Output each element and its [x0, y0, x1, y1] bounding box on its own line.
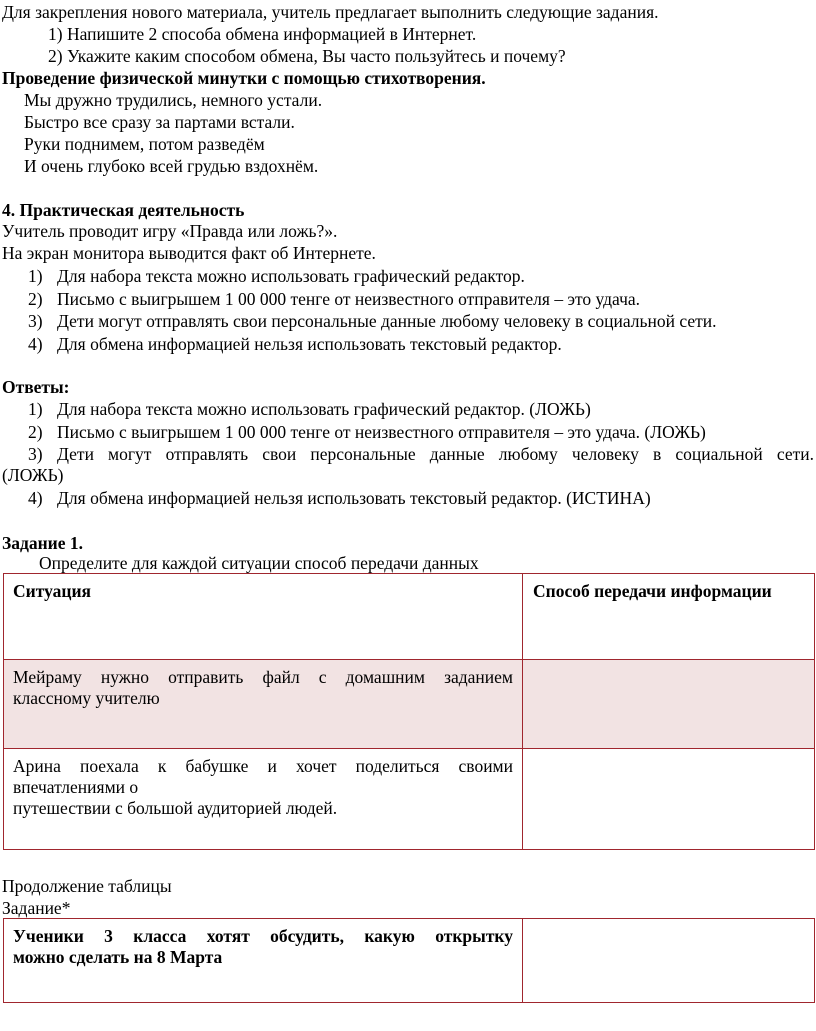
header-situation-cell	[4, 574, 523, 660]
answer-cont-3: (ЛОЖЬ)	[2, 465, 64, 485]
situation-cell-2	[4, 749, 523, 850]
situation-table	[3, 573, 815, 850]
continuation-line-2: можно сделать на 8 Марта	[13, 947, 223, 967]
continuation-task-label: Задание*	[2, 898, 71, 918]
continuation-method-cell[interactable]	[523, 919, 815, 1003]
fact-num-3: 3)	[28, 311, 43, 331]
intro-line: Для закрепления нового материала, учитель предлагает выполнить следующие задания.	[2, 2, 659, 22]
answer-text-4: Для обмена информацией нельзя использовать текстовый редактор. (ИСТИНА)	[57, 488, 651, 508]
task1-subtitle: Определите для каждой ситуации способ передачи данных	[39, 553, 479, 573]
fact-num-2: 2)	[28, 289, 43, 309]
situation-1-line-1: Мейраму нужно отправить файл с домашним заданием	[13, 667, 513, 687]
situation-2-line-1: Арина поехала к бабушке и хочет поделиться своими	[13, 756, 513, 776]
answer-text-3: Дети могут отправлять свои персональные данные любому человеку в социальной сети.	[57, 444, 814, 464]
answer-text-1: Для набора текста можно использовать графический редактор. (ЛОЖЬ)	[57, 399, 591, 419]
practice-line-2: На экран монитора выводится факт об Интернете.	[2, 243, 376, 263]
table-row	[4, 749, 815, 850]
situation-cell-1	[4, 660, 523, 749]
poem-line-4: И очень глубоко всей грудью вздохнём.	[24, 156, 319, 176]
practice-heading: 4. Практическая деятельность	[2, 200, 245, 220]
method-cell-1[interactable]	[523, 660, 815, 749]
answer-num-1: 1)	[28, 399, 43, 419]
header-situation: Ситуация	[13, 581, 91, 601]
fact-text-1: Для набора текста можно использовать графический редактор.	[57, 266, 525, 286]
method-cell-2[interactable]	[523, 749, 815, 850]
fact-num-1: 1)	[28, 266, 43, 286]
continuation-situation-cell	[4, 919, 523, 1003]
continuation-label: Продолжение таблицы	[2, 876, 172, 896]
table-row	[4, 919, 815, 1003]
intro-item-2: 2) Укажите каким способом обмена, Вы часто пользуйтесь и почему?	[48, 46, 566, 66]
table-row	[4, 660, 815, 749]
poem-line-1: Мы дружно трудились, немного устали.	[24, 90, 323, 110]
continuation-line-1: Ученики 3 класса хотят обсудить, какую открытку	[13, 926, 513, 946]
poem-line-3: Руки поднимем, потом разведём	[24, 134, 265, 154]
table-header-row	[4, 574, 815, 660]
situation-2-line-3: путешествии с большой аудиторией людей.	[13, 798, 338, 818]
header-method-cell	[523, 574, 815, 660]
poem-line-2: Быстро все сразу за партами встали.	[24, 112, 295, 132]
task1-heading: Задание 1.	[2, 533, 84, 553]
answer-num-2: 2)	[28, 422, 43, 442]
situation-2-line-2: впечатлениями о	[13, 777, 139, 797]
practice-line-1: Учитель проводит игру «Правда или ложь?».	[2, 221, 338, 241]
header-method: Способ передачи информации	[533, 581, 772, 601]
continuation-table	[3, 918, 815, 1003]
answers-heading: Ответы:	[2, 377, 70, 397]
minute-heading: Проведение физической минутки с помощью стихотворения.	[2, 68, 486, 88]
answer-num-4: 4)	[28, 488, 43, 508]
answer-text-2: Письмо с выигрышем 1 00 000 тенге от неизвестного отправителя – это удача. (ЛОЖЬ)	[57, 422, 706, 442]
fact-num-4: 4)	[28, 334, 43, 354]
fact-text-3: Дети могут отправлять свои персональные данные любому человеку в социальной сети.	[57, 311, 717, 331]
intro-item-1: 1) Напишите 2 способа обмена информацией в Интернет.	[48, 24, 477, 44]
fact-text-4: Для обмена информацией нельзя использовать текстовый редактор.	[57, 334, 562, 354]
situation-1-line-2: классному учителю	[13, 688, 160, 708]
fact-text-2: Письмо с выигрышем 1 00 000 тенге от неизвестного отправителя – это удача.	[57, 289, 641, 309]
answer-num-3: 3)	[28, 444, 43, 464]
